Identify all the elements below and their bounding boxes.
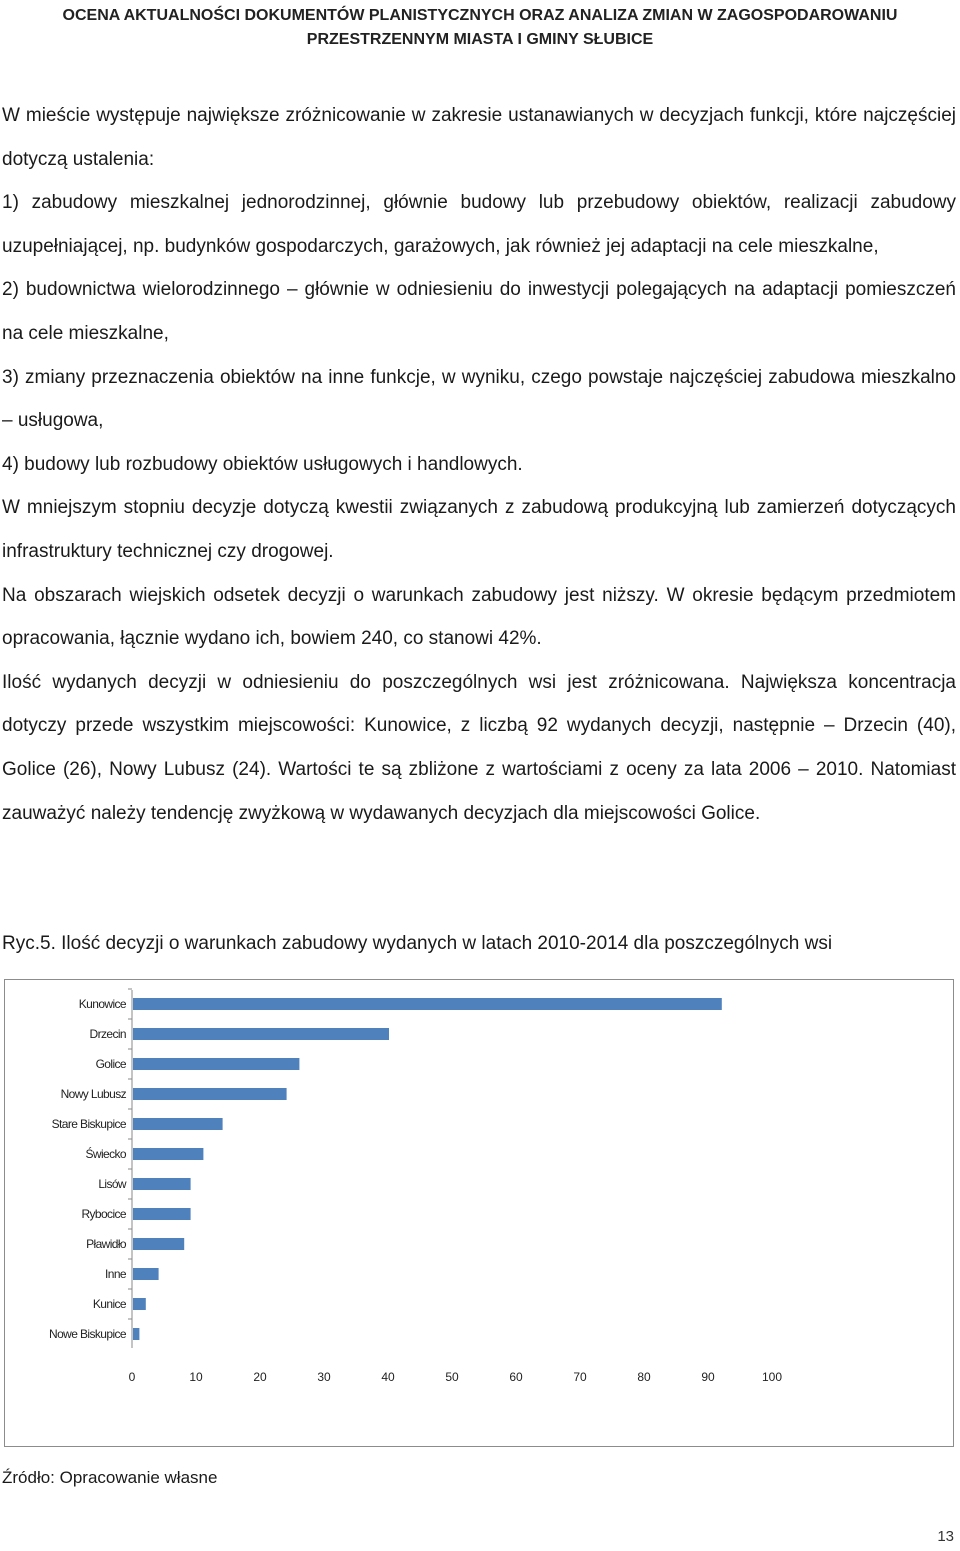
x-tick-label: 60 xyxy=(509,1370,523,1384)
bar-chart-svg xyxy=(5,980,953,1446)
source-note: Źródło: Opracowanie własne xyxy=(2,1468,218,1487)
paragraph: W mniejszym stopniu decyzje dotyczą kwestii związanych z zabudową produkcyjną lub zamierzeń dotyczących infrastruktury technicznej czy drogowej. xyxy=(2,497,956,562)
paragraph: W mieście występuje największe zróżnicowanie w zakresie ustanawianych w decyzjach funkcji, które najczęściej dotyczą ustalenia: xyxy=(2,105,956,170)
x-tick-label: 0 xyxy=(128,1370,136,1384)
bar xyxy=(133,1208,191,1220)
x-tick-label: 30 xyxy=(317,1370,331,1384)
category-label: Pławidło xyxy=(86,1237,126,1251)
x-tick-label: 70 xyxy=(573,1370,587,1384)
x-tick-label: 40 xyxy=(381,1370,395,1384)
bar xyxy=(133,998,722,1010)
x-tick-label: 90 xyxy=(701,1370,715,1384)
paragraph: 4) budowy lub rozbudowy obiektów usługowych i handlowych. xyxy=(2,453,523,475)
body-text xyxy=(2,94,956,835)
category-label: Świecko xyxy=(85,1147,126,1161)
x-tick-label: 80 xyxy=(637,1370,651,1384)
paragraph: Na obszarach wiejskich odsetek decyzji o warunkach zabudowy jest niższy. W okresie będącym przedmiotem opracowania, łącznie wydano ich, bowiem 240, co stanowi 42%. xyxy=(2,584,956,650)
category-label: Kunowice xyxy=(78,997,126,1011)
bar xyxy=(133,1118,223,1130)
bar xyxy=(133,1268,159,1280)
page-number: 13 xyxy=(937,1528,954,1545)
paragraph: 2) budownictwa wielorodzinnego – głównie w odniesieniu do inwestycji polegających na adaptacji pomieszczeń na cele mieszkalne, xyxy=(2,279,956,344)
category-label: Kunice xyxy=(92,1297,126,1311)
category-label: Stare Biskupice xyxy=(51,1117,126,1131)
category-label: Nowy Lubusz xyxy=(60,1087,126,1101)
bar xyxy=(133,1178,191,1190)
bar xyxy=(133,1088,287,1100)
bar xyxy=(133,1058,299,1070)
paragraph: Ilość wydanych decyzji w odniesieniu do poszczególnych wsi jest zróżnicowana. Największa koncentracja dotyczy przede wszystkim miejscowości: Kunowice, z liczbą 92 wydanych decyzji, następnie – Drzecin (40), Golice (26), Nowy Lubusz (24). Wartości te są zbliżone z wartościami z oceny za lata 2006 – 2010. Natomiast zauważyć należy tendencję zwyżkową w wydawanych decyzjach dla miejscowości Golice. xyxy=(2,671,956,824)
document-header xyxy=(0,4,960,52)
x-tick-label: 50 xyxy=(445,1370,459,1384)
paragraph: 3) zmiany przeznaczenia obiektów na inne funkcje, w wyniku, czego powstaje najczęściej zabudowa mieszkalno – usługowa, xyxy=(2,366,956,432)
bar-chart xyxy=(4,979,954,1447)
bar xyxy=(133,1298,146,1310)
category-label: Golice xyxy=(95,1057,126,1071)
header-line-1: OCENA AKTUALNOŚCI DOKUMENTÓW PLANISTYCZNYCH ORAZ ANALIZA ZMIAN W ZAGOSPODAROWANIU xyxy=(62,7,898,24)
x-tick-label: 100 xyxy=(761,1370,783,1384)
category-label: Inne xyxy=(105,1267,126,1281)
bar xyxy=(133,1148,203,1160)
x-tick-label: 10 xyxy=(189,1370,203,1384)
category-label: Nowe Biskupice xyxy=(49,1327,126,1341)
category-label: Lisów xyxy=(98,1177,126,1191)
bar xyxy=(133,1028,389,1040)
bar xyxy=(133,1328,139,1340)
x-tick-label: 20 xyxy=(253,1370,267,1384)
category-label: Rybocice xyxy=(81,1207,126,1221)
figure-caption: Ryc.5. Ilość decyzji o warunkach zabudowy wydanych w latach 2010-2014 dla poszczególnych wsi xyxy=(2,933,833,954)
bar xyxy=(133,1238,184,1250)
paragraph: 1) zabudowy mieszkalnej jednorodzinnej, głównie budowy lub przebudowy obiektów, realizacji zabudowy uzupełniającej, np. budynków gospodarczych, garażowych, jak również jej adaptacji na cele mieszkalne, xyxy=(2,192,956,257)
header-line-2: PRZESTRZENNYM MIASTA I GMINY SŁUBICE xyxy=(306,31,654,48)
category-label: Drzecin xyxy=(89,1027,126,1041)
